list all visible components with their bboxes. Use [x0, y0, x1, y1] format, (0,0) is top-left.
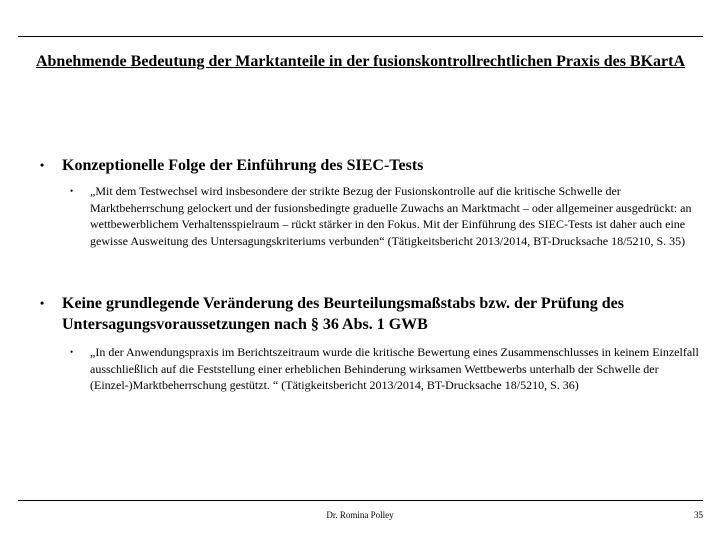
sub-bullet-item-1: [70, 183, 705, 249]
sub-bullet-text: „In der Anwendungspraxis im Berichtszeitraum wurde die kritische Bewertung eines Zusammenschlusses in keinem Einzelfall ausschließlich auf die Feststellung einer erheblichen Behinderung wirksamen Wettbewerbs unterhalb der Schwelle der (Einzel-)Marktbeherrschung gestützt. “ (Tätigkeitsbericht 2013/2014, BT-Drucksache 18/5210, S. 36): [90, 345, 699, 392]
page-number: 35: [694, 510, 703, 520]
footer-divider: [18, 500, 703, 501]
bullet-text: Konzeptionelle Folge der Einführung des SIEC-Tests: [62, 157, 424, 174]
bullet-item-1: [40, 155, 705, 176]
sub-bullet-item-2: [70, 344, 705, 394]
bullet-icon: •: [40, 296, 45, 310]
top-divider: [18, 36, 703, 37]
slide-title: Abnehmende Bedeutung der Marktanteile in der fusionskontrollrechtlichen Praxis des BKartA: [35, 53, 686, 70]
bullet-text: Keine grundlegende Veränderung des Beurteilungsmaßstabs bzw. der Prüfung des Untersagungsvoraussetzungen nach § 36 Abs. 1 GWB: [62, 295, 624, 333]
bullet-icon: •: [40, 158, 45, 172]
footer-author: Dr. Romina Polley: [326, 510, 394, 520]
sub-bullet-icon: •: [70, 347, 74, 357]
sub-bullet-icon: •: [70, 186, 74, 196]
sub-bullet-text: „Mit dem Testwechsel wird insbesondere der strikte Bezug der Fusionskontrolle auf die kritische Schwelle der Marktbeherrschung gelockert und der fusionsbedingte graduelle Zuwachs an Marktmacht – oder allgemeiner ausgedrückt: an wettbewerblichem Verhaltensspielraum – rückt stärker in den Fokus. Mit der Einführung des SIEC-Tests ist daher auch eine gewisse Ausweitung des Untersagungskriteriums verbunden“ (Tätigkeitsbericht 2013/2014, BT-Drucksache 18/5210, S. 35): [90, 184, 692, 248]
bullet-item-2: [40, 293, 705, 335]
